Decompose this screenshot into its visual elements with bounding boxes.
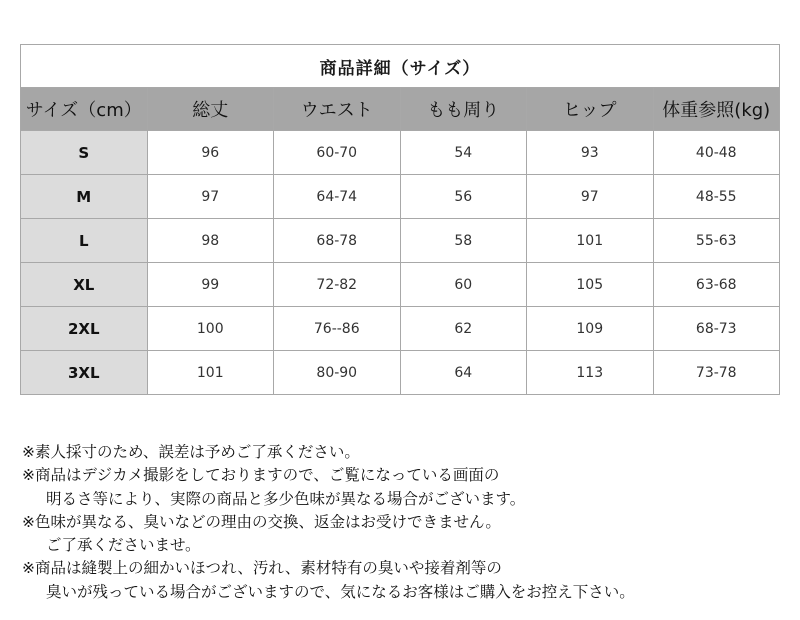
size-chart-table [20, 44, 780, 395]
weight-cell: 73-78 [653, 351, 780, 395]
hip-cell: 101 [527, 219, 654, 263]
header-waist: ウエスト [274, 88, 401, 131]
size-cell: XL [21, 263, 148, 307]
table-row [21, 263, 780, 307]
length-cell: 100 [147, 307, 274, 351]
length-cell: 97 [147, 175, 274, 219]
thigh-cell: 54 [400, 131, 527, 175]
table-row [21, 351, 780, 395]
note-line: ※色味が異なる、臭いなどの理由の交換、返金はお受けできません。 [22, 512, 501, 531]
table-row [21, 219, 780, 263]
note-line: 明るさ等により、実際の商品と多少色味が異なる場合がございます。 [46, 489, 526, 508]
size-cell: 2XL [21, 307, 148, 351]
weight-cell: 48-55 [653, 175, 780, 219]
notes-block [22, 441, 792, 604]
note-line: ※商品はデジカメ撮影をしておりますので、ご覧になっている画面の [22, 466, 500, 485]
hip-cell: 105 [527, 263, 654, 307]
table-row [21, 307, 780, 351]
size-cell: M [21, 175, 148, 219]
waist-cell: 72-82 [274, 263, 401, 307]
note-line: 臭いが残っている場合がございますので、気になるお客様はご購入をお控え下さい。 [46, 582, 635, 601]
waist-cell: 76--86 [274, 307, 401, 351]
thigh-cell: 62 [400, 307, 527, 351]
weight-cell: 55-63 [653, 219, 780, 263]
header-weight: 体重参照(kg) [653, 88, 780, 131]
thigh-cell: 64 [400, 351, 527, 395]
size-cell: L [21, 219, 148, 263]
size-cell: 3XL [21, 351, 148, 395]
length-cell: 101 [147, 351, 274, 395]
note-line: ※素人採寸のため、誤差は予めご了承ください。 [22, 443, 360, 461]
table-row [21, 175, 780, 219]
length-cell: 96 [147, 131, 274, 175]
thigh-cell: 58 [400, 219, 527, 263]
header-length: 総丈 [147, 88, 274, 131]
waist-cell: 60-70 [274, 131, 401, 175]
table-title: 商品詳細（サイズ） [21, 45, 780, 88]
hip-cell: 113 [527, 351, 654, 395]
header-size: サイズ（cm） [21, 88, 148, 131]
length-cell: 99 [147, 263, 274, 307]
waist-cell: 68-78 [274, 219, 401, 263]
thigh-cell: 56 [400, 175, 527, 219]
note-line: ※商品は縫製上の細かいほつれ、汚れ、素材特有の臭いや接着剤等の [22, 559, 502, 578]
note-line: ご了承くださいませ。 [46, 536, 201, 555]
hip-cell: 93 [527, 131, 654, 175]
thigh-cell: 60 [400, 263, 527, 307]
size-cell: S [21, 131, 148, 175]
waist-cell: 64-74 [274, 175, 401, 219]
hip-cell: 109 [527, 307, 654, 351]
length-cell: 98 [147, 219, 274, 263]
weight-cell: 40-48 [653, 131, 780, 175]
header-row [21, 88, 780, 131]
table-row [21, 131, 780, 175]
header-thigh: もも周り [400, 88, 527, 131]
waist-cell: 80-90 [274, 351, 401, 395]
weight-cell: 68-73 [653, 307, 780, 351]
weight-cell: 63-68 [653, 263, 780, 307]
header-hip: ヒップ [527, 88, 654, 131]
hip-cell: 97 [527, 175, 654, 219]
